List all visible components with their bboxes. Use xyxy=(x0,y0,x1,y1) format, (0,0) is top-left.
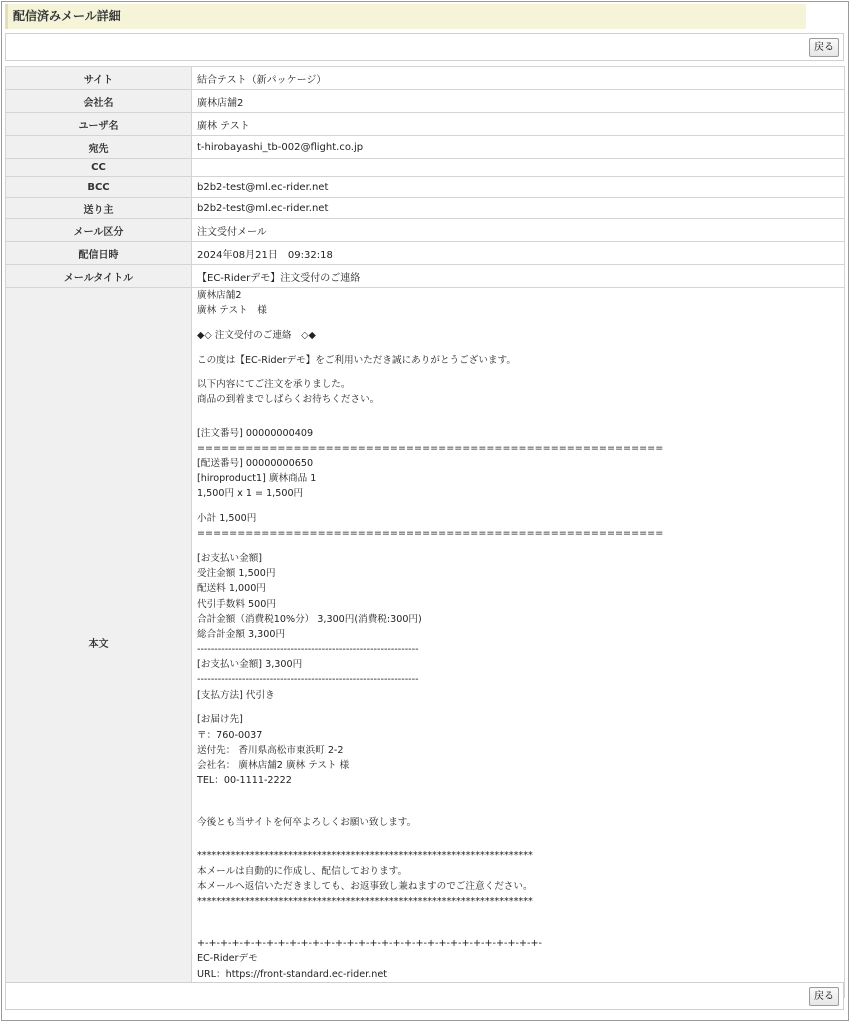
row-body xyxy=(6,288,845,998)
body-line: [注文番号] 00000000409 xyxy=(197,427,314,439)
body-line: 合計金額（消費税10%分） 3,300円(消費税:300円) xyxy=(197,613,422,625)
company-label: 会社名 xyxy=(6,90,192,113)
body-line: [支払方法] 代引き xyxy=(197,689,275,701)
sent-at-label: 配信日時 xyxy=(6,242,192,265)
mail-type-value: 注文受付メール xyxy=(192,219,845,242)
body-line: 小計 1,500円 xyxy=(197,513,257,525)
body-line: [お支払い金額] 3,300円 xyxy=(197,659,303,671)
row-to xyxy=(6,136,845,159)
body-line: 送付先： 香川県高松市東浜町 2-2 xyxy=(197,744,344,756)
back-button-bottom[interactable]: 戻る xyxy=(809,987,839,1006)
mail-title-label: メールタイトル xyxy=(6,265,192,288)
row-company xyxy=(6,90,845,113)
body-line: ◆◇ 注文受付のご連絡 ◇◆ xyxy=(197,329,316,341)
body-line: 本メールへ返信いただきましても、お返事致し兼ねますのでご注意ください。 xyxy=(197,880,533,892)
site-value: 結合テスト（新パッケージ） xyxy=(192,67,845,90)
body-line: 本メールは自動的に作成し、配信しております。 xyxy=(197,865,408,877)
row-mail-type xyxy=(6,219,845,242)
user-value: 廣林 テスト xyxy=(192,113,845,136)
from-value: b2b2-test@ml.ec-rider.net xyxy=(192,198,845,219)
bcc-value: b2b2-test@ml.ec-rider.net xyxy=(192,177,845,198)
row-from xyxy=(6,198,845,219)
back-button[interactable]: 戻る xyxy=(809,38,839,57)
body-line: 受注金額 1,500円 xyxy=(197,568,276,580)
body-line: ---------------------------------------------------------------- xyxy=(197,674,419,686)
row-cc xyxy=(6,159,845,177)
body-line: EC-Riderデモ xyxy=(197,953,258,965)
row-sent-at xyxy=(6,242,845,265)
body-line: 廣林店舗2 xyxy=(197,290,242,301)
body-label: 本文 xyxy=(6,288,192,998)
body-line: 今後とも当サイトを何卒よろしくお願い致します。 xyxy=(197,817,417,829)
body-line: 配送料 1,000円 xyxy=(197,583,266,595)
company-value: 廣林店舗2 xyxy=(192,90,845,113)
body-line: 商品の到着までしばらくお待ちください。 xyxy=(197,394,380,406)
body-line: 総合計金額 3,300円 xyxy=(197,628,286,640)
row-bcc xyxy=(6,177,845,198)
body-line: ---------------------------------------------------------------- xyxy=(197,644,419,656)
site-label: サイト xyxy=(6,67,192,90)
body-line: TEL：00-1111-2222 xyxy=(197,775,292,787)
body-line: URL：https://front-standard.ec-rider.net xyxy=(197,968,388,980)
from-label: 送り主 xyxy=(6,198,192,219)
sent-at-value: 2024年08月21日 09:32:18 xyxy=(192,242,845,265)
body-line: [お届け先] xyxy=(197,714,243,726)
row-site xyxy=(6,67,845,90)
body-line: [お支払い金額] xyxy=(197,552,263,564)
mail-body xyxy=(192,288,845,998)
user-label: ユーザ名 xyxy=(6,113,192,136)
body-line: ========================================================== xyxy=(197,442,664,454)
row-user xyxy=(6,113,845,136)
mail-detail-table xyxy=(5,66,845,998)
cc-label: CC xyxy=(6,159,192,177)
page-title: 配信済みメール詳細 xyxy=(5,4,806,29)
top-action-bar xyxy=(5,33,844,61)
body-line: [hiroproduct1] 廣林商品 1 xyxy=(197,473,317,485)
body-line: 〒：760-0037 xyxy=(197,729,263,741)
body-line: 1,500円 x 1 = 1,500円 xyxy=(197,488,304,500)
body-line: 会社名： 廣林店舗2 廣林 テスト 様 xyxy=(197,759,350,771)
body-line: この度は【EC-Riderデモ】をご利用いただき誠にありがとうございます。 xyxy=(197,354,516,366)
body-line: ========================================================== xyxy=(197,528,664,540)
mail-title-value: 【EC-Riderデモ】注文受付のご連絡 xyxy=(192,265,845,288)
bcc-label: BCC xyxy=(6,177,192,198)
body-line: 以下内容にてご注文を承りました。 xyxy=(197,379,351,391)
body-line: ********************************************************************** xyxy=(197,896,533,907)
bottom-action-bar xyxy=(5,982,844,1010)
cc-value xyxy=(192,159,845,177)
to-value: t-hirobayashi_tb-002@flight.co.jp xyxy=(192,136,845,159)
body-line: +-+-+-+-+-+-+-+-+-+-+-+-+-+-+-+-+-+-+-+-+-+-+-+-+-+-+-+-+-+- xyxy=(197,938,543,950)
body-line: [配送番号] 00000000650 xyxy=(197,458,314,469)
body-line: ********************************************************************** xyxy=(197,850,533,862)
body-line: 廣林 テスト 様 xyxy=(197,305,267,317)
row-mail-title xyxy=(6,265,845,288)
to-label: 宛先 xyxy=(6,136,192,159)
mail-type-label: メール区分 xyxy=(6,219,192,242)
body-line: 代引手数料 500円 xyxy=(197,598,276,610)
